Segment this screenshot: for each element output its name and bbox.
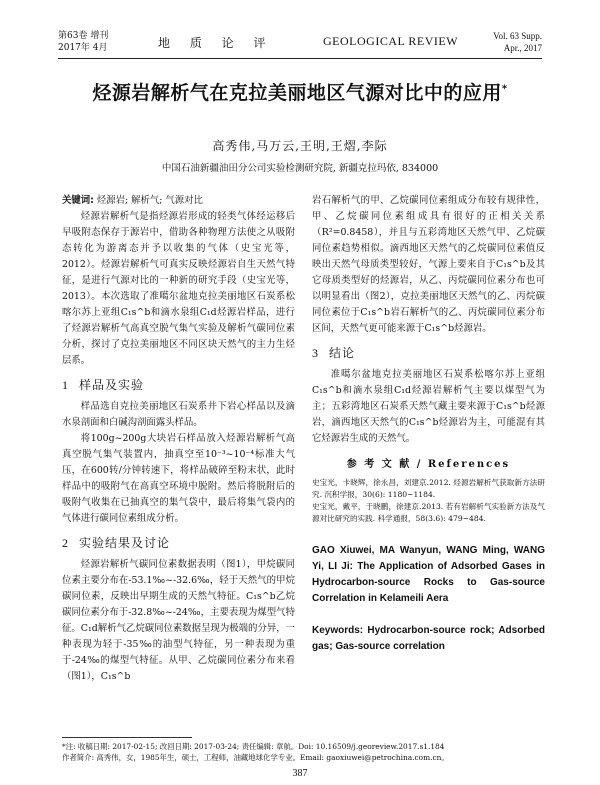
section-2-number: 2: [62, 536, 69, 550]
affiliation: 中国石油新疆油田分公司实验检测研究院, 新疆克拉玛依, 834000: [161, 163, 439, 174]
section-3-heading: [312, 345, 545, 361]
paper-title-text: 烃源岩解析气在克拉美丽地区气源对比中的应用: [92, 82, 502, 104]
section-1-paragraph-2: 将100g~200g大块岩石样品放入烃源岩解析气高真空脱气集气装置内，抽真空至10⁻³~10⁻⁴标准大气压，在600转/分钟转速下，将样品破碎至粉末状，此时样品中的吸附气在高真空环境中脱附。然后将脱附后的吸附气收集在已抽真空的集气袋中，最后将集气袋内的气体进行碳同位素组成分析。: [62, 433, 295, 524]
header-date-en: Apr., 2017: [503, 43, 542, 53]
paper-title: [40, 78, 560, 105]
english-title: GAO Xiuwei, MA Wanyun, WANG Ming, WANG Yi, LI Ji: The Application of Adsorbed Gases in Hydrocarbon-source Rocks to Gas-source Correlation in Kelameili Aera: [312, 545, 545, 604]
running-header: [58, 30, 542, 58]
footnote-divider: [62, 737, 192, 738]
section-1-heading: [62, 377, 295, 393]
journal-title-cn: 地 质 论 评: [158, 36, 274, 50]
reference-item: 史宝光，卡晓辉，徐永昌，刘建京.2012. 烃源岩解析气获取新方法研究. 沉积学报，30(6): 1180~1184.: [312, 478, 545, 499]
keywords-label: 关键词:: [62, 195, 94, 206]
footnote-line-2: 作者简介: 高秀伟，女，1985年生，硕士，工程师，油藏地球化学专业。Email: gaoxiuwei@petrochina.com.cn。: [62, 753, 449, 762]
right-column: [312, 193, 545, 655]
author-list: 高秀伟,马万云,王明,王熠,李际: [212, 139, 388, 153]
section-3-title: 结论: [329, 346, 356, 360]
journal-title-en: GEOLOGICAL REVIEW: [323, 34, 459, 48]
footnote-line-1: *注: 收稿日期: 2017-02-15; 改回日期: 2017-03-24; 责任编辑: 章航。Doi: 10.16509/j.georeview.2017.s1.184: [62, 742, 445, 751]
intro-paragraph: 烃源岩解析气是指烃源岩形成的轻类气体经运移后早吸附态保存于源岩中，借助各种物理方法使之从吸附态转化为游离态并予以收集的气体（史宝光等，2012）。烃源岩解析气可真实反映烃源岩自生天然气特征，是进行气源对比的一种新的研究手段（史宝光等，2013）。本次选取了准噶尔盆地克拉美丽地区石炭系松喀尔苏上亚组C₁s^b和滴水泉组C₁d烃源岩样品，进行了烃源岩解析气高真空脱气集气实验及解析气碳同位素分析，探讨了克拉美丽地区不同区块天然气的主力生烃层系。: [62, 211, 295, 366]
section-1-paragraph-1: 样品选自克拉美丽地区石炭系井下岩心样品以及滴水泉剖面和白碱沟剖面露头样品。: [62, 401, 295, 428]
keywords-text: 烃源岩; 解析气; 气源对比: [96, 195, 203, 206]
header-volume-en: Vol. 63 Supp.: [493, 31, 542, 41]
header-divider: [58, 58, 542, 59]
references-heading: 参 考 文 献 / References: [346, 459, 511, 470]
page-number: 387: [292, 768, 308, 779]
section-3-paragraph: 准噶尔盆地克拉美丽地区石炭系松喀尔苏上亚组C₁s^b和滴水泉组C₁d烃源岩解析气主要以煤型气为主；五彩湾地区石炭系天然气藏主要来源于C₁s^b烃源岩，滴西地区天然气的C₁s^b烃源岩为主，可能混有其它烃源岩生成的天然气。: [312, 369, 545, 444]
section-1-number: 1: [62, 378, 69, 392]
section-2-paragraph: 烃源岩解析气碳同位素数据表明（图1），甲烷碳同位素主要分布在-53.1‰~-32.6‰，轻于天然气的甲烷碳同位素，反映出早期生成的天然气特征。C₁s^b乙烷碳同位素分布于-32.8‰~-24‰，主要表现为煤型气特征。C₁d解析气乙烷碳同位素数据呈现为极端的分异，一种表现为轻于-35‰的油型气特征，另一种表现为重于-24‰的煤型气特征。从甲、乙烷碳同位素分布来看（图1），C₁s^b: [62, 559, 295, 682]
header-volume-cn: 第63卷 增刊: [58, 31, 109, 41]
section-3-number: 3: [312, 346, 319, 360]
footnote: [62, 741, 544, 763]
english-keywords: Keywords: Hydrocarbon-source rock; Adsorbed gas; Gas-source correlation: [312, 625, 545, 652]
title-footnote-mark: *: [501, 83, 508, 95]
section-2-heading: [62, 535, 295, 551]
reference-item: 史宝光，戴平，于晓鹏，徐建京.2013. 若有岩解析气实验新方法及气源对比研究的实践. 科学通报，58(3.6): 479~484.: [312, 502, 545, 523]
section-2-paragraph-continued: 岩石解析气的甲、乙烷碳同位素组成分布较有规律性，甲、乙烷碳同位素组成具有很好的正相关关系（R²=0.8458），并且与五彩湾地区天然气甲、乙烷碳同位素趋势相似。滴西地区天然气的乙烷碳同位素值反映出天然气母质类型较好，气源上要来自于C₁s^b及其它母质类型好的烃源岩，从乙、丙烷碳同位素分布也可以明显看出（图2），克拉美丽地区天然气的乙、丙烷碳同位素位于C₁s^b岩石解析气的乙、丙烷碳同位素分布区间，天然气更可能来源于C₁s^b烃源岩。: [312, 195, 545, 334]
left-column: [62, 193, 295, 685]
keywords-line: [62, 193, 295, 209]
header-right: [493, 30, 542, 54]
header-date-cn: 2017年 4月: [58, 43, 108, 53]
section-1-title: 样品及实验: [79, 378, 145, 392]
header-left: [58, 30, 108, 54]
section-2-title: 实验结果及讨论: [79, 536, 171, 550]
